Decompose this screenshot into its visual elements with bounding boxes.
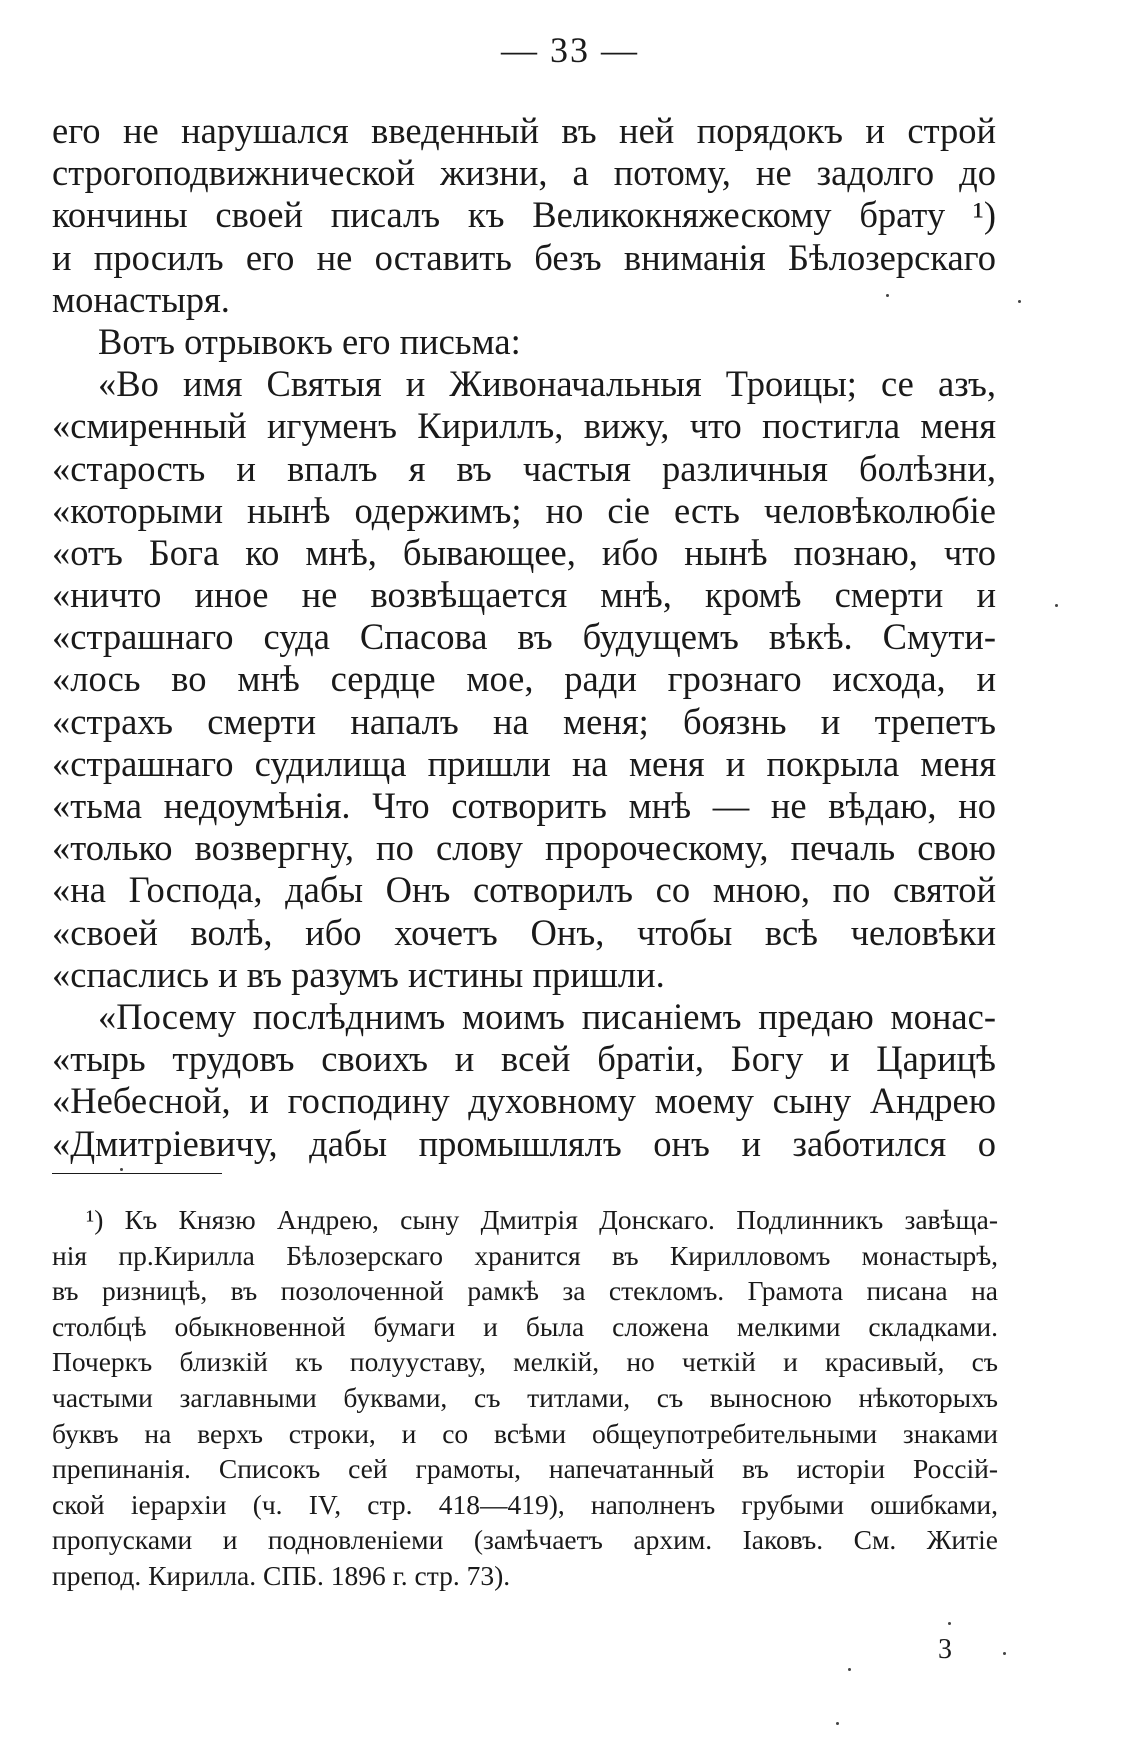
paper-speck bbox=[848, 1668, 851, 1671]
page-number: — 33 — bbox=[501, 30, 639, 70]
text-line: «смиренный игуменъ Кириллъ, вижу, что постигла меня bbox=[52, 405, 996, 447]
text-line: «Во имя Святыя и Живоначальныя Троицы; се азъ, bbox=[98, 363, 996, 405]
text-line: «отъ Бога ко мнѣ, бывающее, ибо нынѣ познаю, что bbox=[52, 531, 996, 573]
text-line: «тырь трудовъ своихъ и всей братіи, Богу и Царицѣ bbox=[52, 1038, 996, 1080]
text-line: «страхъ смерти напалъ на меня; боязнь и трепетъ bbox=[52, 700, 996, 742]
footnote-line: ской іерархіи (ч. IV, стр. 418—419), наполненъ грубыми ошибками, bbox=[52, 1488, 998, 1520]
text-line: «Небесной, и господину духовному моему сыну Андрею bbox=[52, 1080, 996, 1122]
text-line: монастыря. bbox=[52, 278, 230, 320]
footnote-line: препинанія. Списокъ сей грамоты, напечатанный въ исторіи Россій- bbox=[52, 1453, 998, 1485]
text-line: «страшнаго суда Спасова въ будущемъ вѣкѣ. Смути- bbox=[52, 616, 996, 658]
text-line: строгоподвижнической жизни, а потому, не задолго до bbox=[52, 152, 996, 194]
text-line: «на Господа, дабы Онъ сотворилъ со мною, по святой bbox=[52, 869, 996, 911]
paper-speck bbox=[886, 294, 889, 297]
text-line: «своей волѣ, ибо хочетъ Онъ, чтобы всѣ человѣки bbox=[52, 911, 996, 953]
signature-mark: 3 bbox=[938, 1634, 952, 1665]
paper-speck bbox=[120, 1168, 123, 1171]
text-line: кончины своей писалъ къ Великокняжескому брату ¹) bbox=[52, 194, 996, 236]
main-text bbox=[52, 110, 996, 1165]
text-line: «спаслись и въ разумъ истины пришли. bbox=[52, 953, 665, 995]
text-line: «только возвергну, по слову пророческому, печаль свою bbox=[52, 827, 996, 869]
text-line: Вотъ отрывокъ его письма: bbox=[98, 320, 521, 362]
footnote-line: ¹) Къ Князю Андрею, сыну Дмитрія Донскаго. Подлинникъ завѣща- bbox=[86, 1204, 998, 1235]
text-line: и просилъ его не оставить безъ вниманія Бѣлозерскаго bbox=[52, 236, 996, 278]
text-line: «ничто иное не возвѣщается мнѣ, кромѣ смерти и bbox=[52, 574, 996, 616]
footnote-line: въ ризницѣ, въ позолоченной рамкѣ за стекломъ. Грамота писана на bbox=[52, 1275, 998, 1307]
paper-speck bbox=[1055, 604, 1058, 607]
text-line: «тьма недоумѣнія. Что сотворить мнѣ — не вѣдаю, но bbox=[52, 785, 996, 826]
footnote-line: Почеркъ близкій къ полууставу, мелкій, но четкій и красивый, съ bbox=[52, 1346, 998, 1378]
text-line: «Посему послѣднимъ моимъ писаніемъ предаю монас- bbox=[98, 995, 996, 1037]
text-line: его не нарушался введенный въ ней порядокъ и строй bbox=[52, 110, 996, 151]
footnotes bbox=[52, 1202, 998, 1594]
footnote-line: столбцѣ обыкновенной бумаги и была сложена мелкими складками. bbox=[52, 1310, 998, 1342]
text-line: «Дмитріевичу, дабы промышлялъ онъ и заботился о bbox=[52, 1122, 996, 1164]
text-line: «которыми нынѣ одержимъ; но сіе есть человѣколюбіе bbox=[52, 489, 996, 531]
paper-speck bbox=[836, 1722, 839, 1725]
footnote-line: нія пр.Кирилла Бѣлозерскаго хранится въ Кирилловомъ монастырѣ, bbox=[52, 1239, 998, 1271]
footnote-line: препод. Кирилла. СПБ. 1896 г. стр. 73). bbox=[52, 1559, 511, 1591]
text-line: «страшнаго судилища пришли на меня и покрыла меня bbox=[52, 742, 996, 784]
footnote-line: пропусками и подновленіеми (замѣчаетъ архим. Іаковъ. См. Житіе bbox=[52, 1524, 998, 1556]
text-line: «лось во мнѣ сердце мое, ради грознаго исхода, и bbox=[52, 658, 996, 700]
paper-speck bbox=[948, 1622, 951, 1625]
paper-speck bbox=[1003, 1652, 1006, 1655]
footnote-line: буквъ на верхъ строки, и со всѣми общеупотребительными знаками bbox=[52, 1417, 998, 1449]
footnote-line: частыми заглавными буквами, съ титлами, съ выносною нѣкоторыхъ bbox=[52, 1381, 998, 1413]
paper-speck bbox=[1018, 300, 1021, 303]
text-line: «старость и впалъ я въ частыя различныя болѣзни, bbox=[52, 447, 996, 489]
footnote-divider bbox=[52, 1173, 222, 1174]
